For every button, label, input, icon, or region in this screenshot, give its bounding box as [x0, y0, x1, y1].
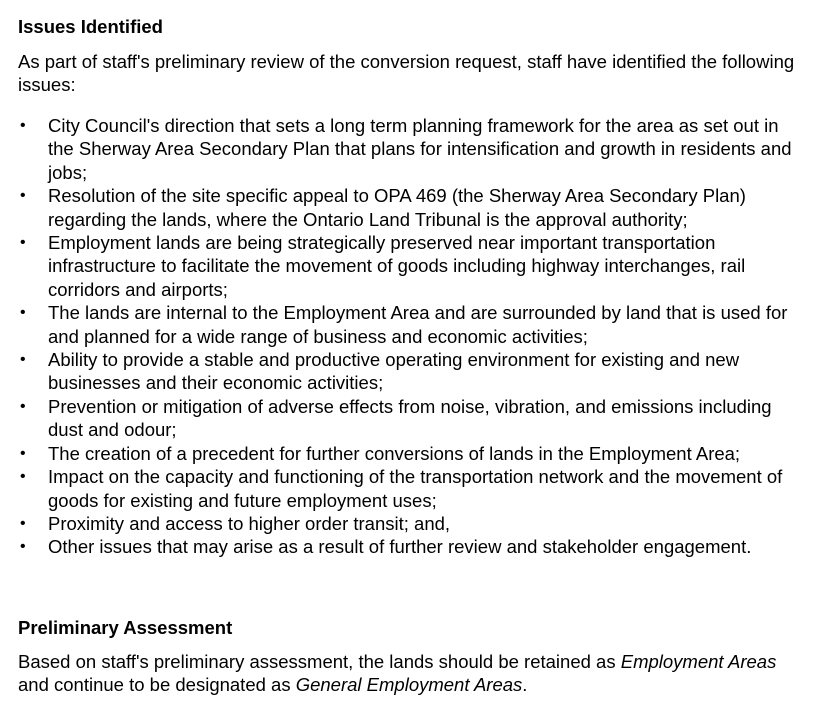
issues-intro: As part of staff's preliminary review of the conversion request, staff have identified the following issues: — [18, 51, 795, 96]
list-item — [0, 465, 808, 512]
assessment-paragraph — [18, 650, 808, 697]
assessment-text-1: Based on staff's preliminary assessment, the lands should be retained as — [18, 651, 621, 672]
assessment-text-2: and continue to be designated as — [18, 674, 296, 696]
assessment-heading: Preliminary Assessment — [18, 617, 233, 638]
list-item — [0, 512, 808, 535]
bullet: • — [20, 234, 26, 252]
list-item — [0, 301, 808, 348]
list-item — [0, 231, 808, 301]
bullet: • — [20, 538, 26, 556]
bullet: • — [20, 444, 26, 462]
list-item — [0, 442, 808, 465]
bullet: • — [20, 351, 26, 369]
assessment-text-3: . — [522, 674, 528, 696]
bullet: • — [20, 468, 26, 486]
bullet: • — [20, 187, 26, 205]
list-item — [0, 348, 808, 395]
bullet: • — [20, 397, 26, 415]
bullet: • — [20, 514, 26, 532]
bullet: • — [20, 304, 26, 322]
list-item — [0, 535, 808, 558]
list-item — [0, 184, 808, 231]
list-item — [0, 395, 808, 442]
list-item-text: Other issues that may arise as a result of further review and stakeholder engagement. — [48, 536, 752, 558]
list-item-text: Prevention or mitigation of adverse effects from noise, vibration, and emissions including dust and odour; — [48, 395, 772, 441]
assessment-emphasis-general-employment-areas: General Employment Areas — [295, 674, 523, 696]
issues-list — [0, 114, 828, 559]
list-item-text: Proximity and access to higher order transit; and, — [48, 512, 451, 534]
list-item-text: Resolution of the site specific appeal to OPA 469 (the Sherway Area Secondary Plan) regarding the lands, where the Ontario Land Tribunal is the approval authority; — [48, 185, 746, 230]
list-item-text: Impact on the capacity and functioning of the transportation network and the movement of goods for existing and future employment uses; — [48, 466, 783, 511]
issues-heading: Issues Identified — [18, 16, 163, 37]
assessment-emphasis-employment-areas: Employment Areas — [620, 651, 777, 672]
list-item-text: City Council's direction that sets a long term planning framework for the area as set out in the Sherway Area Secondary Plan that plans for intensification and growth in residents and jobs; — [48, 115, 792, 183]
list-item — [0, 114, 808, 184]
bullet: • — [20, 117, 26, 134]
list-item-text: Employment lands are being strategically preserved near important transportation infrastructure to facilitate the movement of goods including highway interchanges, rail corridors and airports; — [48, 232, 746, 300]
list-item-text: Ability to provide a stable and productive operating environment for existing and new businesses and their economic activities; — [48, 349, 740, 394]
list-item-text: The lands are internal to the Employment Area and are surrounded by land that is used for and planned for a wide range of business and economic activities; — [48, 302, 788, 347]
list-item-text: The creation of a precedent for further conversions of lands in the Employment Area; — [48, 442, 741, 464]
